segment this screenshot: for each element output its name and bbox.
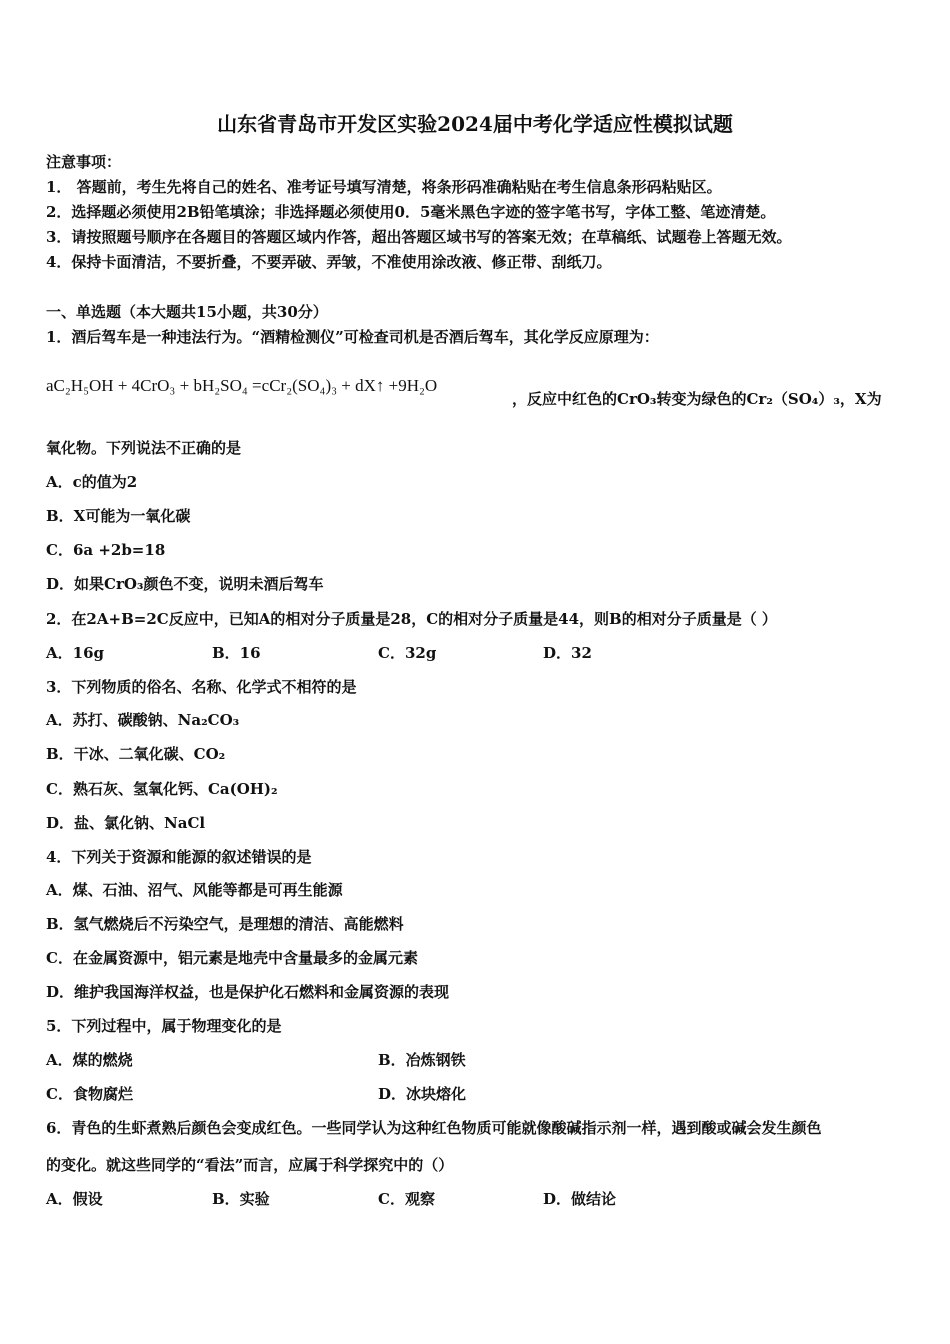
q5-option-c[interactable]: C．食物腐烂 (46, 1085, 133, 1103)
q1-stem-continued: ，反应中红色的CrO₃转变为绿色的Cr₂（SO₄）₃，X为 (512, 390, 882, 408)
q4-option-a[interactable]: A．煤、石油、沼气、风能等都是可再生能源 (46, 881, 343, 899)
notice-heading: 注意事项： (46, 153, 122, 171)
q5-stem: 5．下列过程中，属于物理变化的是 (46, 1017, 282, 1035)
q3-option-d[interactable]: D．盐、氯化钠、NaCl (46, 814, 206, 832)
notice-item: 2．选择题必须使用2B铅笔填涂；非选择题必须使用0．5毫米黑色字迹的签字笔书写，字体工整、笔迹清楚。 (46, 203, 776, 221)
q2-option-b[interactable]: B．16 (212, 644, 261, 662)
notice-item: 1． 答题前，考生先将自己的姓名、准考证号填写清楚，将条形码准确粘贴在考生信息条形码粘贴区。 (46, 178, 722, 196)
q1-option-c[interactable]: C．6a +2b=18 (46, 541, 166, 559)
q6-option-d[interactable]: D．做结论 (543, 1190, 617, 1208)
q1-option-a[interactable]: A．c的值为2 (46, 473, 138, 491)
q6-stem-line2: 的变化。就这些同学的“看法”而言，应属于科学探究中的（） (46, 1156, 454, 1174)
q1-stem: 1．酒后驾车是一种违法行为。“酒精检测仪”可检查司机是否酒后驾车，其化学反应原理为： (46, 328, 659, 346)
q3-option-a[interactable]: A．苏打、碳酸钠、Na₂CO₃ (46, 711, 240, 729)
q5-option-b[interactable]: B．冶炼钢铁 (378, 1051, 466, 1069)
q6-stem: 6．青色的生虾煮熟后颜色会变成红色。一些同学认为这种红色物质可能就像酸碱指示剂一样，遇到酸或碱会发生颜色 (46, 1119, 822, 1137)
q1-option-d[interactable]: D．如果CrO₃颜色不变，说明未酒后驾车 (46, 575, 324, 593)
section-heading: 一、单选题（本大题共15小题，共30分） (46, 303, 328, 321)
q6-option-b[interactable]: B．实验 (212, 1190, 270, 1208)
q4-option-b[interactable]: B．氢气燃烧后不污染空气，是理想的清洁、高能燃料 (46, 915, 404, 933)
q2-option-d[interactable]: D．32 (543, 644, 592, 662)
q1-equation: aC₂H₅OH + 4CrO₃ + bH₂SO₄ =cCr₂(SO₄)₃ + dX↑ +9H₂O (46, 376, 438, 395)
q3-option-c[interactable]: C．熟石灰、氢氧化钙、Ca(OH)₂ (46, 780, 278, 798)
q3-option-b[interactable]: B．干冰、二氧化碳、CO₂ (46, 745, 226, 763)
q3-stem: 3．下列物质的俗名、名称、化学式不相符的是 (46, 678, 357, 696)
q6-option-c[interactable]: C．观察 (378, 1190, 435, 1208)
notice-item: 3．请按照题号顺序在各题目的答题区域内作答，超出答题区域书写的答案无效；在草稿纸、试题卷上答题无效。 (46, 228, 792, 246)
page-title: 山东省青岛市开发区实验2024届中考化学适应性模拟试题 (217, 112, 733, 136)
q1-option-b[interactable]: B．X可能为一氧化碳 (46, 507, 191, 525)
q4-option-c[interactable]: C．在金属资源中，铝元素是地壳中含量最多的金属元素 (46, 949, 418, 967)
q6-option-a[interactable]: A．假设 (46, 1190, 103, 1208)
q5-option-a[interactable]: A．煤的燃烧 (46, 1051, 133, 1069)
q2-stem: 2．在2A+B=2C反应中，已知A的相对分子质量是28，C的相对分子质量是44，则B的相对分子质量是（ ） (46, 610, 777, 628)
q2-option-c[interactable]: C．32g (378, 644, 437, 662)
q4-option-d[interactable]: D．维护我国海洋权益，也是保护化石燃料和金属资源的表现 (46, 983, 450, 1001)
q2-option-a[interactable]: A．16g (46, 644, 105, 662)
q4-stem: 4．下列关于资源和能源的叙述错误的是 (46, 848, 312, 866)
q1-stem-line2: 氧化物。下列说法不正确的是 (46, 439, 242, 457)
q5-option-d[interactable]: D．冰块熔化 (378, 1085, 467, 1103)
notice-item: 4．保持卡面清洁，不要折叠，不要弄破、弄皱，不准使用涂改液、修正带、刮纸刀。 (46, 253, 612, 271)
